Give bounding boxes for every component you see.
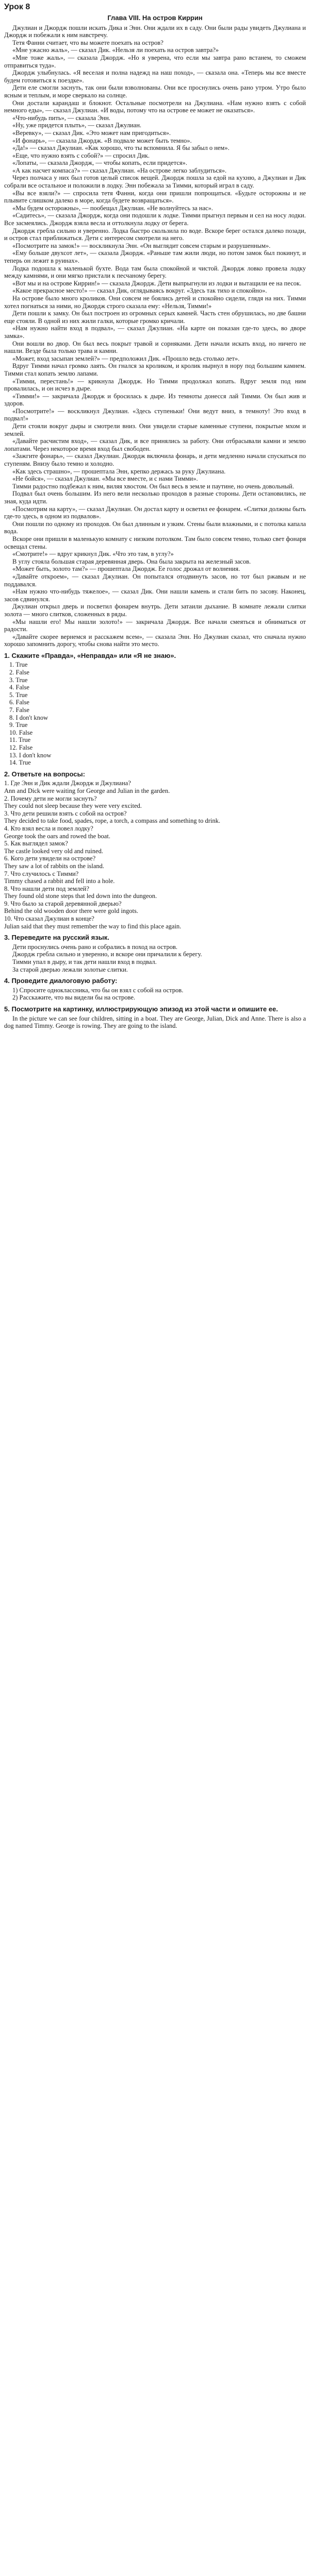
lesson-title: Урок 8: [4, 3, 30, 11]
story-paragraph: В углу стояла большая старая деревянная дверь. Она была закрыта на железный засов.: [12, 557, 251, 565]
story-paragraph: «Посмотрите!» — воскликнул Джулиан. «Здесь ступеньки! Они ведут вниз, в темноту! Это вход в подвал!»: [4, 407, 306, 422]
question-text: 4. Кто взял весла и повел лодку?: [4, 824, 93, 832]
answer-item: 10. False: [9, 728, 33, 736]
translation-line: Тимми упал в дыру, и так дети нашли вход в подвал.: [12, 958, 157, 966]
dialogue-line: 2) Расскажите, что вы видели бы на острове.: [12, 994, 136, 1002]
story-paragraph: Джулиан открыл дверь и посветил фонарем внутрь. Дети затаили дыхание. В комнате лежали слитки золота — много слитков, сложенных в ряды.: [4, 603, 306, 618]
section-heading-5: 5. Посмотрите на картинку, иллюстрирующую эпизод из этой части и опишите ее.: [4, 1005, 278, 1013]
answer-text: The castle looked very old and ruined.: [4, 847, 103, 855]
story-paragraph: Джордж улыбнулась. «Я веселая и полна надежд на наш поход», — сказала она. «Теперь мы все вместе будем готовиться к поездке».: [4, 69, 306, 84]
answer-item: 6. False: [9, 699, 29, 706]
section-heading-2: 2. Ответьте на вопросы:: [4, 770, 85, 778]
story-paragraph: «Садитесь», — сказала Джордж, когда они подошли к лодке. Тимми прыгнул первым и сел на носу лодки. Все засмеялись. Джордж взяла весла и оттолкнула лодку от берега.: [4, 212, 306, 227]
story-text: [4, 24, 306, 648]
story-paragraph: «Мы нашли его! Мы нашли золото!» — закричала Джордж. Все начали смеяться и обниматься от радости.: [4, 618, 306, 633]
question-text: 10. Что сказал Джулиан в конце?: [4, 915, 94, 923]
story-paragraph: «Не бойся», — сказал Джулиан. «Мы все вместе, и с нами Тимми».: [12, 475, 198, 483]
answer-item: 4. False: [9, 684, 29, 691]
story-paragraph: «Давайте расчистим вход», — сказал Дик, и все принялись за работу. Они отбрасывали камни и землю лопатами. Через некоторое время вход был свободен.: [4, 437, 306, 452]
dialogue-task-list: [4, 987, 306, 1002]
story-paragraph: «Мы будем осторожны», — пообещал Джулиан. «Не волнуйтесь за нас».: [12, 204, 213, 212]
question-text: 6. Кого дети увидели на острове?: [4, 855, 96, 862]
question-text: 2. Почему дети не могли заснуть?: [4, 794, 97, 802]
story-paragraph: Подвал был очень большим. Из него вели несколько проходов в разные стороны. Дети остановились, не зная, куда идти.: [4, 490, 306, 505]
answer-item: 9. True: [9, 721, 28, 729]
dialogue-line: 1) Спросите одноклассника, что бы он взял с собой на остров.: [12, 986, 184, 994]
story-paragraph: «Ему больше двухсот лет», — сказала Джордж. «Раньше там жили люди, но потом замок был покинут, и теперь он лежит в руинах».: [4, 249, 306, 264]
answer-item: 7. False: [9, 706, 29, 714]
answer-item: 5. True: [9, 691, 28, 699]
answer-item: 1. True: [9, 661, 28, 669]
story-paragraph: «Давайте скорее вернемся и расскажем всем», — сказала Энн. Но Джулиан сказал, что сначала нужно хорошо запомнить дорогу, чтобы снова найти это место.: [4, 633, 306, 648]
story-paragraph: «Какое прекрасное место!» — сказал Дик, оглядываясь вокруг. «Здесь так тихо и спокойно».: [12, 287, 267, 295]
story-paragraph: Дети пошли к замку. Он был построен из огромных серых камней. Часть стен обрушилась, но две башни еще стояли. В одной из них жили галки, которые громко кричали.: [4, 310, 306, 325]
question-text: 9. Что было за старой деревянной дверью?: [4, 900, 122, 907]
story-paragraph: Они пошли по одному из проходов. Он был длинным и узким. Стены были влажными, и с потолка капала вода.: [4, 520, 306, 535]
description-line: In the picture we can see four children, sitting in a boat. They are George, Julian, Dick and Anne. There is also a dog named Timmy. George is rowing. They are going to the island.: [4, 1014, 306, 1030]
answer-item: 8. I don't know: [9, 714, 48, 721]
story-paragraph: «Зажгите фонарь», — сказал Джулиан. Джордж включила фонарь, и дети медленно начали спускаться по ступеням. Внизу было темно и холодно.: [4, 452, 306, 468]
question-text: 3. Что дети решили взять с собой на остров?: [4, 809, 127, 817]
story-paragraph: «Может быть, золото там?» — прошептала Джордж. Ее голос дрожал от волнения.: [12, 565, 240, 573]
answer-item: 13. I don't know: [9, 751, 52, 759]
answer-text: George took the oars and rowed the boat.: [4, 832, 110, 840]
question-text: 8. Что нашли дети под землей?: [4, 885, 89, 892]
answer-text: Timmy chased a rabbit and fell into a hole.: [4, 877, 115, 885]
story-paragraph: Они вошли во двор. Он был весь покрыт травой и сорняками. Дети начали искать вход, но ничего не нашли. Везде была только трава и камни.: [4, 340, 306, 355]
translation-line: Джордж гребла сильно и уверенно, и вскоре они причалили к берегу.: [12, 951, 202, 958]
story-paragraph: Дети еле смогли заснуть, так они были взволнованы. Они все проснулись очень рано утром. Утро было ясным и теплым, и море сверкало на солнце.: [4, 84, 306, 99]
story-paragraph: «Веревку», — сказал Дик. «Это может нам пригодиться».: [12, 129, 171, 137]
answer-text: They could not sleep because they were very excited.: [4, 802, 142, 810]
section-heading-3: 3. Переведите на русский язык.: [4, 934, 109, 942]
story-paragraph: «Вы все взяли?» — спросила тетя Фанни, когда они пришли попрощаться. «Будьте осторожны и не плывите слишком далеко в море, когда будете возвращаться».: [4, 189, 306, 205]
answer-item: 2. False: [9, 669, 29, 676]
chapter-title: Глава VIII. На остров Киррин: [107, 14, 203, 22]
translation-list: [4, 943, 306, 973]
story-paragraph: Через полчаса у них был готов целый список вещей. Джордж пошла за едой на кухню, а Джулиан и Дик собрали все остальное и положили в лодку. Энн побежала за Тимми, который играл в саду.: [4, 174, 306, 190]
story-paragraph: «Нам нужно что-нибудь тяжелое», — сказал Дик. Они нашли камень и стали бить по засову. Наконец, засов сдвинулся.: [4, 588, 306, 603]
story-paragraph: Тимми радостно подбежал к ним, виляя хвостом. Он был весь в земле и паутине, но очень довольный.: [12, 482, 294, 490]
story-paragraph: «Тимми, перестань!» — крикнула Джордж. Но Тимми продолжал копать. Вдруг земля под ним провалилась, и он исчез в дыре.: [4, 377, 306, 393]
story-paragraph: «Мне ужасно жаль», — сказал Дик. «Нельзя ли поехать на остров завтра?»: [12, 46, 219, 54]
story-paragraph: Они достали карандаш и блокнот. Остальные посмотрели на Джулиана. «Нам нужно взять с собой немного еды», — сказал Джулиан. «И воды, потому что на острове ее может не оказаться».: [4, 99, 306, 114]
answer-text: They saw a lot of rabbits on the island.: [4, 862, 105, 870]
story-paragraph: Джордж гребла сильно и уверенно. Лодка быстро скользила по воде. Вскоре берег остался далеко позади, и остров стал приближаться. Дети с интересом смотрели на него.: [4, 227, 306, 242]
section-heading-1: 1. Скажите «Правда», «Неправда» или «Я не знаю».: [4, 651, 176, 659]
answer-item: 11. True: [9, 736, 31, 744]
question-text: 1. Где Энн и Дик ждали Джордж и Джулиана?: [4, 779, 131, 787]
story-paragraph: «Может, вход засыпан землей?» — предположил Дик. «Прошло ведь столько лет».: [12, 354, 240, 362]
picture-description: [4, 1015, 306, 1030]
answer-item: 3. True: [9, 676, 28, 684]
story-paragraph: «А как насчет компаса?» — сказал Джулиан. «На острове легко заблудиться».: [12, 166, 227, 174]
story-paragraph: «Как здесь страшно», — прошептала Энн, крепко держась за руку Джулиана.: [12, 467, 226, 475]
answer-text: Ann and Dick were waiting for George and Julian in the garden.: [4, 787, 170, 794]
true-false-answers-list: [4, 661, 306, 766]
story-paragraph: Дети стояли вокруг дыры и смотрели вниз. Они увидели старые каменные ступени, покрытые мхом и землей.: [4, 422, 306, 437]
section-heading-4: 4. Проведите диалоговую работу:: [4, 977, 118, 985]
story-paragraph: «Лопаты, — сказала Джордж, — чтобы копать, если придется».: [12, 159, 187, 167]
answer-text: They found old stone steps that led down into the dungeon.: [4, 892, 157, 900]
story-paragraph: Вскоре они пришли в маленькую комнату с низким потолком. Там было совсем темно, только свет фонаря освещал стены.: [4, 535, 306, 550]
question-text: 5. Как выглядел замок?: [4, 840, 68, 848]
answer-item: 12. False: [9, 744, 33, 751]
translation-line: За старой дверью лежали золотые слитки.: [12, 965, 128, 973]
story-paragraph: «Давайте откроем», — сказал Джулиан. Он попытался отодвинуть засов, но тот был ржавым и не поддавался.: [4, 572, 306, 588]
questions-answers-list: [4, 779, 306, 930]
story-paragraph: «Вот мы и на острове Киррин!» — сказала Джордж. Дети выпрыгнули из лодки и вытащили ее на песок.: [12, 279, 302, 287]
translation-line: Дети проснулись очень рано и собрались в поход на остров.: [12, 943, 177, 951]
story-paragraph: Тетя Фанни считает, что вы можете поехать на остров?: [12, 39, 164, 46]
story-paragraph: «И фонарь», — сказала Джордж. «В подвале может быть темно».: [12, 137, 192, 144]
story-paragraph: На острове было много кроликов. Они совсем не боялись детей и спокойно сидели, глядя на них. Тимми хотел погнаться за ними, но Джордж строго сказала ему: «Нельзя, Тимми!»: [4, 294, 306, 310]
story-paragraph: «Посмотрите на замок!» — воскликнула Энн. «Он выглядит совсем старым и разрушенным».: [12, 242, 271, 249]
story-paragraph: Лодка подошла к маленькой бухте. Вода там была спокойной и чистой. Джордж ловко провела лодку между камнями, и они мягко пристали к песчаному берегу.: [4, 264, 306, 280]
story-paragraph: Вдруг Тимми начал громко лаять. Он гнался за кроликом, и кролик нырнул в нору под большим камнем. Тимми стал копать землю лапами.: [4, 362, 306, 377]
question-text: 7. Что случилось с Тимми?: [4, 870, 79, 877]
answer-text: They decided to take food, spades, rope, a torch, a compass and something to drink.: [4, 817, 220, 825]
story-paragraph: «Что-нибудь пить», — сказала Энн.: [12, 114, 110, 122]
answer-text: Behind the old wooden door there were gold ingots.: [4, 907, 139, 915]
story-paragraph: «Еще, что нужно взять с собой?» — спросил Дик.: [12, 151, 150, 159]
story-paragraph: «Нам нужно найти вход в подвал», — сказал Джулиан. «На карте он показан где-то здесь, во дворе замка».: [4, 325, 306, 340]
story-paragraph: «Тимми!» — закричала Джордж и бросилась к дыре. Из темноты донесся лай Тимми. Он был жив и здоров.: [4, 392, 306, 408]
answer-text: Julian said that they must remember the way to find this place again.: [4, 922, 182, 930]
story-paragraph: «Ну, уже придется плыть», — сказал Джулиан.: [12, 122, 142, 129]
story-paragraph: «Смотрите!» — вдруг крикнул Дик. «Что это там, в углу?»: [12, 550, 174, 558]
story-paragraph: «Да!» — сказал Джулиан. «Как хорошо, что ты вспомнила. Я бы забыл о нем».: [12, 144, 230, 152]
story-paragraph: Джулиан и Джордж пошли искать Дика и Энн. Они ждали их в саду. Они были рады увидеть Джулиана и Джордж и побежали к ним навстречу.: [4, 24, 306, 39]
story-paragraph: «Посмотрим на карту», — сказал Джулиан. Он достал карту и осветил ее фонарем. «Слитки должны быть где-то здесь, в одном из подвалов».: [4, 505, 306, 520]
answer-item: 14. True: [9, 759, 31, 767]
story-paragraph: «Мне тоже жаль», — сказала Джордж. «Но я уверена, что если мы завтра рано встанем, то сможем отправиться туда».: [4, 54, 306, 69]
